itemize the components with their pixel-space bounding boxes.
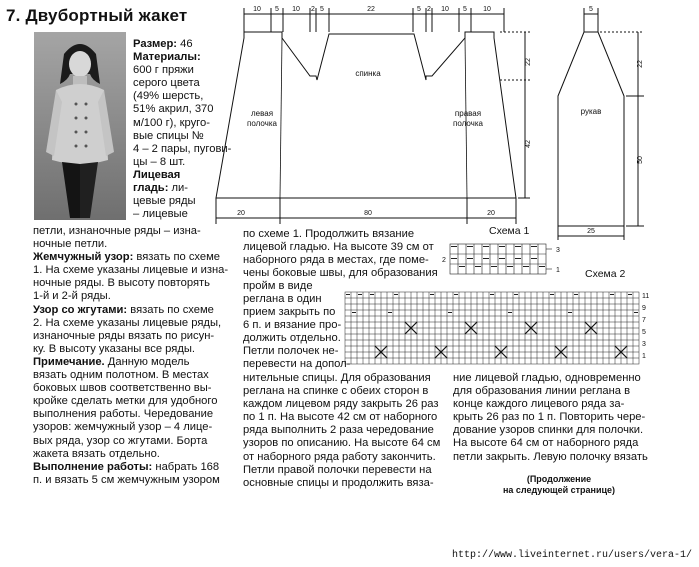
text-line: 1-й и 2-й ряды.: [33, 290, 111, 303]
body-schematic: [200, 2, 540, 230]
left-front-label-2: полочка: [247, 119, 277, 128]
text-line: п. и вязать 5 см жемчужным узором: [33, 473, 220, 486]
text-line: ряда выполнить 2 раза чередование: [243, 424, 434, 437]
text-line: дование узоров спинки для полочки.: [453, 424, 644, 437]
spec-line: цевые ряды: [133, 195, 196, 208]
dim-label: 42: [525, 140, 532, 148]
chart-2-row-label: 3: [642, 341, 646, 348]
text-line: основные спицы и продолжить вяза-: [243, 476, 434, 489]
dim-label: 5: [417, 6, 421, 13]
text-line: по 1 п. На высоте 42 см от наборного: [243, 411, 438, 424]
text-line: 1. На схеме указаны лицевые и изна-: [33, 264, 229, 277]
dim-label: 22: [525, 58, 532, 66]
text-line: чены боковые швы, для образования: [243, 267, 438, 280]
text-line: выполнения работы. Чередование: [33, 408, 214, 421]
text-line: вязать одним полотном. В местах: [33, 369, 209, 382]
text-column-1: [33, 225, 228, 487]
chart-2-row-label: 5: [642, 329, 646, 336]
text-line: узоров: жемчужный узор – 4 лице-: [33, 421, 213, 434]
continued-line-2: на следующей странице): [502, 485, 616, 495]
text-column-3: [453, 372, 648, 464]
source-url: http://www.liveinternet.ru/users/vera-1/: [452, 550, 693, 561]
right-front-label-1: правая: [454, 109, 482, 118]
spec-line: серого цвета: [133, 77, 200, 90]
chart-2-row-label: 11: [642, 293, 650, 300]
text-line: ночные петли.: [33, 238, 108, 251]
chart-1-grid: [440, 242, 570, 282]
spec-line: м/100 г), круго-: [133, 116, 210, 129]
text-line: реглана в один: [243, 293, 322, 305]
text-line: лицевой гладью. На высоте 39 см от: [243, 241, 434, 254]
spec-line: 51% акрил, 370: [133, 103, 214, 116]
chart-1-row-label: 1: [556, 267, 560, 274]
dim-label: 10: [253, 6, 261, 13]
text-line: узоров по описанию. На высоте 64 см: [243, 437, 441, 450]
left-front-label-1: левая: [250, 109, 274, 118]
spec-line: – лицевые: [133, 208, 188, 221]
sleeve-label: рукав: [580, 107, 602, 116]
model-photo: [34, 32, 126, 220]
spec-line: Лицевая: [133, 168, 181, 181]
dim-label: 2: [427, 6, 431, 13]
text-column-2-mid: [243, 293, 350, 372]
chart-1-row-label: 3: [556, 247, 560, 254]
sleeve-schematic: [548, 2, 648, 240]
spec-line: цы – 8 шт.: [133, 155, 186, 168]
spec-line: Материалы:: [133, 51, 201, 64]
dim-label: 5: [463, 6, 467, 13]
text-line: жакета вязать отдельно.: [33, 447, 160, 460]
chart-1-title: Схема 1: [489, 225, 530, 237]
text-line: вых ряда, узор со жгутами. Борта: [33, 434, 208, 447]
text-line: от наборного ряда работу закончить.: [243, 450, 436, 463]
text-line: 2. На схеме указаны лицевые ряды,: [33, 316, 222, 329]
dim-label: 2: [311, 6, 315, 13]
text-line: реглана на спинке с обеих сторон в: [243, 385, 429, 398]
spec-line: вые спицы №: [133, 129, 204, 142]
dim-label: 22: [367, 6, 375, 13]
dim-label: 10: [441, 6, 449, 13]
spec-line: (49% шерсть,: [133, 90, 204, 103]
text-line: Петли правой полочки перевести на: [243, 463, 432, 476]
spec-line: 600 г пряжи: [133, 64, 194, 77]
right-front-label-2: полочка: [453, 119, 483, 128]
text-line: крыть 26 раз по 1 п. Повторить чере-: [453, 411, 646, 424]
dim-label: 25: [587, 228, 595, 235]
text-line: прием закрыть по: [243, 306, 336, 319]
text-line: петли, изнаночные ряды – изна-: [33, 225, 201, 237]
spec-line: Размер: 46: [133, 38, 193, 50]
text-line: для образования линии реглана в: [453, 385, 631, 398]
spec-line: 4 – 2 пары, пугови-: [133, 142, 232, 155]
text-line: Узор со жгутами: вязать по схеме: [33, 303, 214, 316]
text-line: На высоте 64 см от наборного ряда: [453, 437, 639, 450]
chart-2-grid: [343, 290, 658, 370]
text-line: 6 п. и вязание про-: [243, 319, 342, 332]
dim-label: 5: [589, 6, 593, 13]
text-line: Примечание. Данную модель: [33, 355, 190, 368]
text-line: наборного ряда в местах, где поме-: [243, 254, 429, 267]
text-line: пройм в виде: [243, 280, 313, 293]
text-line: перевести на допол-: [243, 358, 351, 371]
text-line: Выполнение работы: набрать 168: [33, 460, 220, 473]
chart-2-title: Схема 2: [585, 268, 626, 280]
dim-label: 20: [487, 210, 495, 217]
back-label: спинка: [355, 69, 381, 78]
text-line: Жемчужный узор: вязать по схеме: [33, 251, 221, 264]
text-line: ку. В высоту указаны все ряды.: [33, 342, 195, 355]
text-line: изнаночные ряды вязать по рисун-: [33, 329, 215, 342]
text-line: конце каждого лицевого ряда за-: [453, 398, 625, 411]
dim-label: 10: [292, 6, 300, 13]
text-column-2-bottom: [243, 372, 440, 490]
text-line: Петли полочек не-: [243, 345, 339, 358]
text-line: ночные ряды. В высоту повторять: [33, 277, 210, 290]
dim-label: 5: [320, 6, 324, 13]
dim-label: 50: [637, 156, 644, 164]
continued-note: [484, 474, 634, 496]
text-line: нительные спицы. Для образования: [243, 372, 431, 384]
text-line: боковых швов соответственно вы-: [33, 382, 212, 395]
dim-label: 20: [237, 210, 245, 217]
text-column-2-top: [243, 228, 438, 293]
chart-2-row-label: 9: [642, 305, 646, 312]
dim-label: 22: [637, 60, 644, 68]
dim-label: 80: [364, 210, 372, 217]
text-line: по схеме 1. Продолжить вязание: [243, 228, 415, 240]
chart-2-row-label: 1: [642, 353, 646, 360]
text-line: ние лицевой гладью, одновременно: [453, 372, 641, 384]
chart-2-row-label: 7: [642, 317, 646, 324]
text-line: кройке сделать метки для удобного: [33, 395, 218, 408]
dim-label: 5: [275, 6, 279, 13]
dim-label: 10: [483, 6, 491, 13]
text-line: каждом лицевом ряду закрыть 26 раз: [243, 398, 439, 411]
spec-line: гладь: ли-: [133, 182, 189, 195]
page-title: 7. Двубортный жакет: [6, 6, 188, 25]
text-line: петли закрыть. Левую полочку вязать: [453, 450, 648, 463]
text-line: должить отдельно.: [243, 332, 341, 345]
continued-line-1: (Продолжение: [526, 474, 592, 484]
chart-1-row-label: 2: [442, 257, 446, 264]
